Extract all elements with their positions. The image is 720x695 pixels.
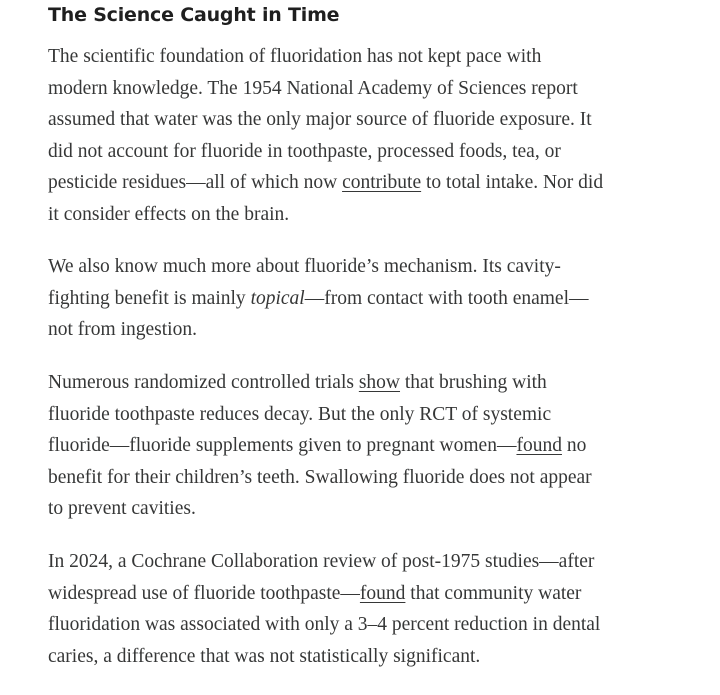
text-line: not from ingestion. <box>48 319 197 340</box>
text-run: that brushing with <box>400 372 547 393</box>
text-line: assumed that water was the only major source of fluoride exposure. It <box>48 109 592 130</box>
text-line: caries, a difference that was not statistically significant. <box>48 645 481 667</box>
paragraph-2 <box>48 251 678 346</box>
text-line <box>48 430 678 462</box>
text-line: fluoridation was associated with only a 3–4 percent reduction in dental <box>48 614 601 635</box>
paragraph-1 <box>48 41 678 230</box>
text-run: —from contact with tooth enamel— <box>304 287 589 309</box>
text-run: to total intake. Nor did <box>421 172 604 193</box>
text-run: no <box>561 435 587 456</box>
text-line: modern knowledge. The 1954 National Academy of Sciences report <box>48 77 578 99</box>
paragraph-3 <box>48 367 678 525</box>
text-line <box>48 283 678 315</box>
text-run: Numerous randomized controlled trials <box>48 372 359 393</box>
paragraph-4 <box>48 546 678 672</box>
text-line: it consider effects on the brain. <box>48 203 290 225</box>
text-run: widespread use of fluoride toothpaste— <box>48 582 360 604</box>
text-line: The scientific foundation of fluoridation has not kept pace with <box>48 46 542 67</box>
text-line: We also know much more about fluoride’s mechanism. Its cavity- <box>48 256 561 277</box>
text-line <box>48 367 678 399</box>
text-line: benefit for their children’s teeth. Swallowing fluoride does not appear <box>48 466 592 488</box>
emphasis-topical: topical <box>250 287 305 309</box>
text-line: fluoride toothpaste reduces decay. But the only RCT of systemic <box>48 403 552 425</box>
text-line: did not account for fluoride in toothpaste, processed foods, tea, or <box>48 140 561 162</box>
text-run: fluoride—fluoride supplements given to pregnant women— <box>48 435 517 456</box>
text-run: that community water <box>405 582 582 604</box>
contribute-link[interactable]: contribute <box>342 172 422 193</box>
show-link[interactable]: show <box>358 372 401 393</box>
found-link-cochrane[interactable]: found <box>359 582 406 604</box>
found-link-rct[interactable]: found <box>516 435 562 456</box>
text-line <box>48 167 678 199</box>
section-heading: The Science Caught in Time <box>48 4 340 26</box>
text-run: pesticide residues—all of which now <box>48 172 343 193</box>
text-line <box>48 578 678 610</box>
text-line: to prevent cavities. <box>48 498 196 519</box>
text-run: fighting benefit is mainly <box>48 287 251 309</box>
text-line: In 2024, a Cochrane Collaboration review of post-1975 studies—after <box>48 551 595 572</box>
